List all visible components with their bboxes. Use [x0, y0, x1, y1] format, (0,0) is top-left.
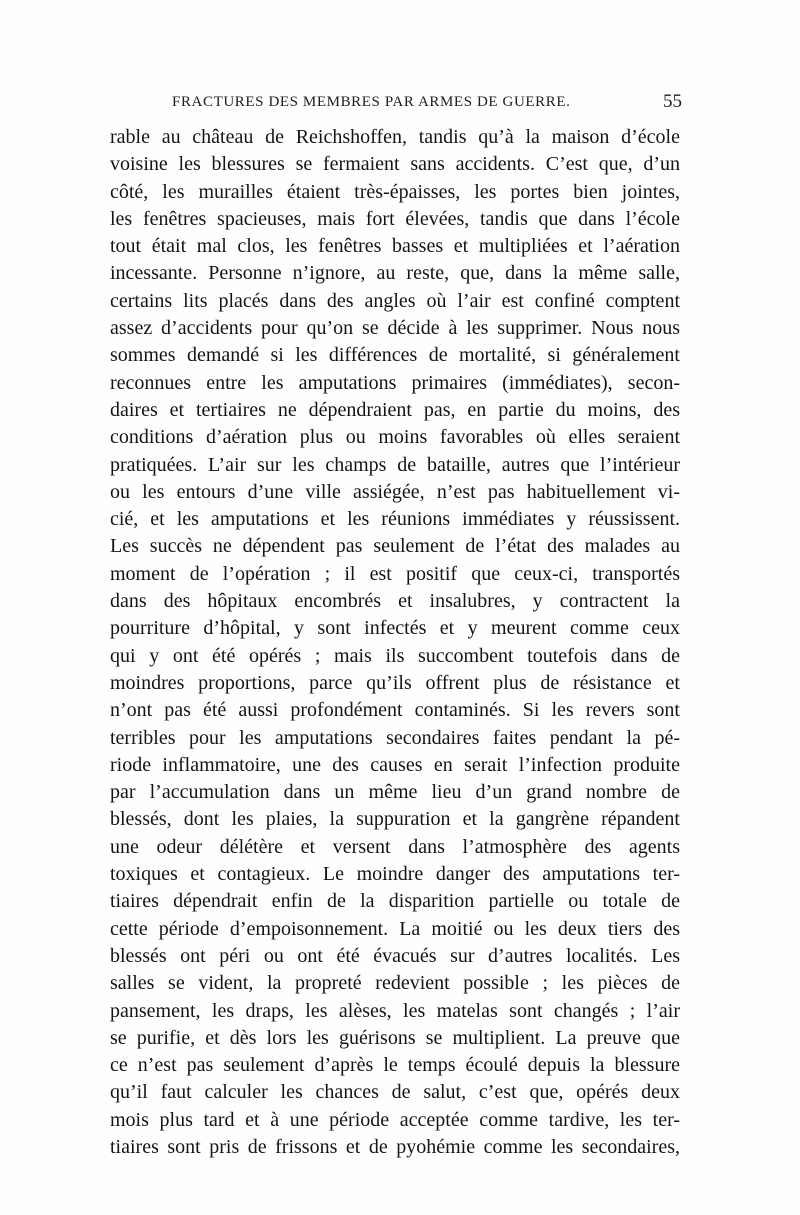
text-line: daires et tertiaires ne dépendraient pas, en partie du moins, des	[110, 398, 680, 421]
text-line: voisine les blessures se fermaient sans accidents. C’est que, d’un	[110, 153, 680, 176]
text-line: tiaires sont pris de frissons et de pyohémie comme les secondaires,	[110, 1135, 680, 1158]
text-line: rable au château de Reichshoffen, tandis qu’à la maison d’école	[110, 126, 680, 148]
text-line: qui y ont été opérés ; mais ils succombent toutefois dans de	[110, 644, 680, 667]
text-line: par l’accumulation dans un même lieu d’un grand nombre de	[110, 781, 680, 804]
text-line: mois plus tard et à une période acceptée comme tardive, les ter-	[110, 1108, 680, 1131]
text-line: qu’il faut calculer les chances de salut, c’est que, opérés deux	[110, 1081, 680, 1104]
text-line: pratiquées. L’air sur les champs de bataille, autres que l’intérieur	[110, 453, 680, 476]
text-line: incessante. Personne n’ignore, au reste, que, dans la même salle,	[110, 262, 680, 285]
body-text	[110, 124, 680, 1161]
text-line: conditions d’aération plus ou moins favorables où elles seraient	[110, 426, 680, 449]
text-line: terribles pour les amputations secondaires faites pendant la pé-	[110, 726, 680, 749]
text-line: ce n’est pas seulement d’après le temps écoulé depuis la blessure	[110, 1054, 680, 1077]
text-line: pourriture d’hôpital, y sont infectés et y meurent comme ceux	[110, 617, 680, 640]
text-line: Les succès ne dépendent pas seulement de l’état des malades au	[110, 535, 680, 558]
running-title: FRACTURES DES MEMBRES PAR ARMES DE GUERRE.	[172, 94, 571, 110]
text-line: les fenêtres spacieuses, mais fort élevées, tandis que dans l’école	[110, 207, 680, 230]
text-line: n’ont pas été aussi profondément contaminés. Si les revers sont	[110, 699, 680, 722]
text-line: une odeur délétère et versent dans l’atmosphère des agents	[110, 835, 680, 858]
page-number: 55	[663, 91, 682, 112]
text-line: tout était mal clos, les fenêtres basses et multipliées et l’aération	[110, 235, 680, 258]
text-line: blessés ont péri ou ont été évacués sur d’autres localités. Les	[110, 944, 680, 967]
text-line: reconnues entre les amputations primaires (immédiates), secon-	[110, 371, 680, 394]
text-line: salles se vident, la propreté redevient possible ; les pièces de	[110, 972, 680, 995]
text-line: moment de l’opération ; il est positif que ceux-ci, transportés	[110, 562, 680, 585]
text-line: blessés, dont les plaies, la suppuration et la gangrène répandent	[110, 808, 680, 831]
text-line: sommes demandé si les différences de mortalité, si généralement	[110, 344, 680, 367]
text-line: ou les entours d’une ville assiégée, n’est pas habituellement vi-	[110, 480, 680, 503]
text-line: dans des hôpitaux encombrés et insalubres, y contractent la	[110, 590, 680, 613]
text-line: côté, les murailles étaient très-épaisses, les portes bien jointes,	[110, 180, 680, 203]
text-line: assez d’accidents pour qu’on se décide à les supprimer. Nous nous	[110, 317, 680, 340]
text-line: riode inflammatoire, une des causes en serait l’infection produite	[110, 753, 680, 776]
text-line: cié, et les amputations et les réunions immédiates y réussissent.	[110, 508, 680, 531]
text-line: certains lits placés dans des angles où l’air est confiné comptent	[110, 289, 680, 312]
text-line: se purifie, et dès lors les guérisons se multiplient. La preuve que	[110, 1026, 680, 1049]
text-line: moindres proportions, parce qu’ils offrent plus de résistance et	[110, 671, 680, 694]
text-line: tiaires dépendrait enfin de la disparition partielle ou totale de	[110, 890, 680, 913]
text-line: toxiques et contagieux. Le moindre danger des amputations ter-	[110, 863, 680, 886]
running-head	[172, 91, 682, 118]
text-line: pansement, les draps, les alèses, les matelas sont changés ; l’air	[110, 999, 680, 1022]
text-line: cette période d’empoisonnement. La moitié ou les deux tiers des	[110, 917, 680, 940]
